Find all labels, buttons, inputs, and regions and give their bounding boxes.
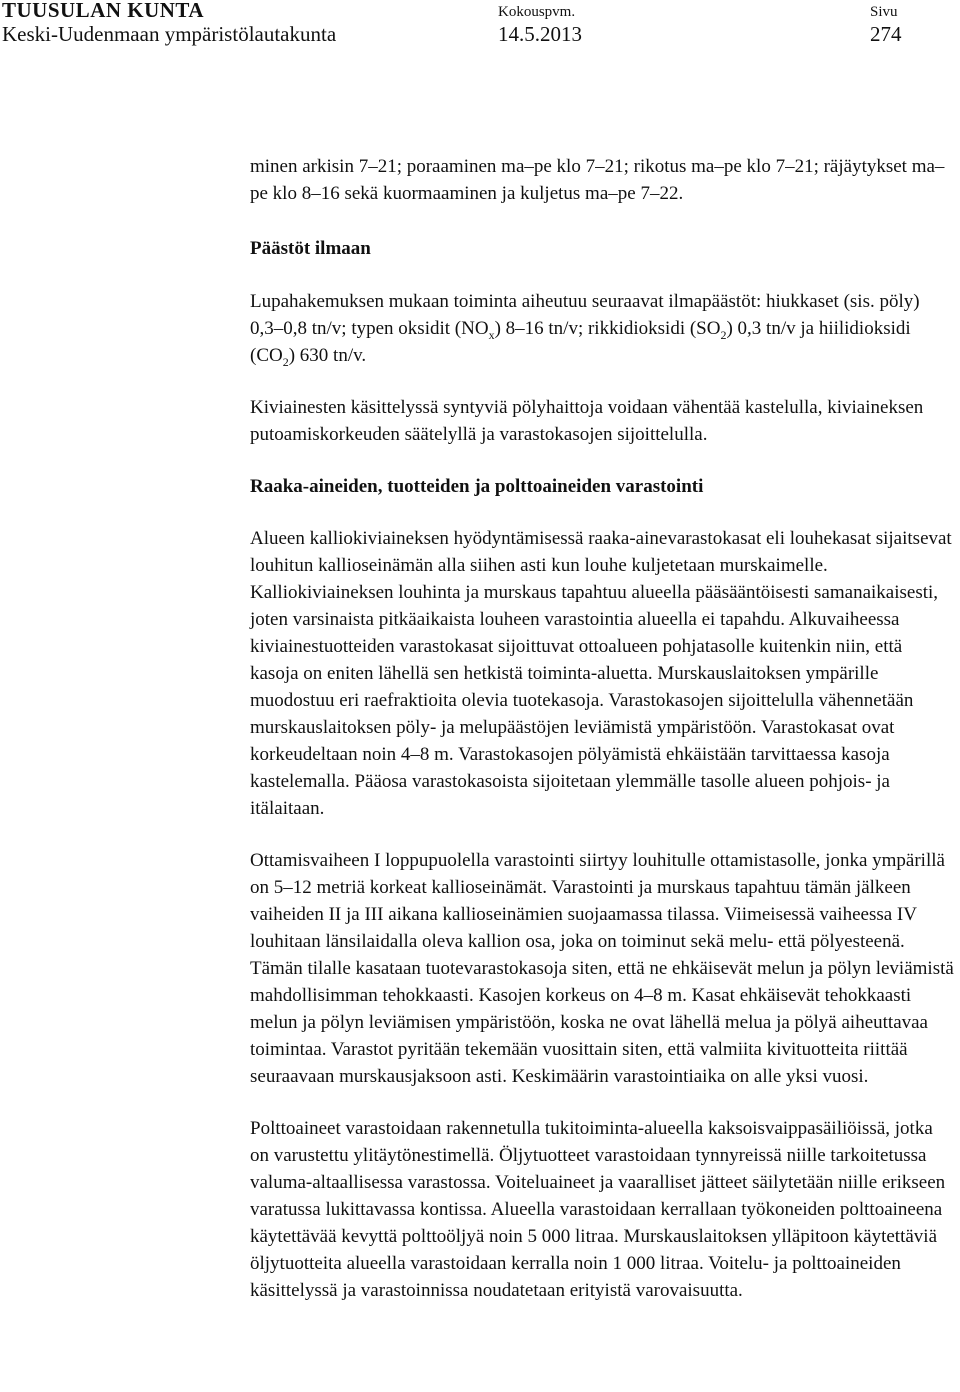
meeting-date-label: Kokouspvm. (498, 4, 576, 20)
page-label: Sivu (870, 4, 898, 20)
board-name: Keski-Uudenmaan ympäristölautakunta (2, 22, 337, 46)
paragraph-dust-control: Kiviainesten käsittelyssä syntyviä pölyhaittoja voidaan vähentää kastelulla, kiviaineksen putoamiskorkeuden säätelyllä ja varastokasojen sijoittelulla. (250, 397, 924, 445)
document-header (0, 0, 960, 50)
heading-storage: Raaka-aineiden, tuotteiden ja polttoaineiden varastointi (250, 476, 704, 497)
heading-air-emissions: Päästöt ilmaan (250, 238, 371, 259)
document-body (250, 153, 955, 1304)
paragraph-operating-hours: minen arkisin 7–21; poraaminen ma–pe klo 7–21; rikotus ma–pe klo 7–21; räjäytykset ma–pe klo 8–16 sekä kuormaaminen ja kuljetus ma–pe 7–22. (250, 156, 945, 204)
meeting-date: 14.5.2013 (498, 22, 582, 46)
page-number: 274 (870, 22, 902, 46)
paragraph-air-emissions: Lupahakemuksen mukaan toiminta aiheutuu seuraavat ilmapäästöt: hiukkaset (sis. pöly) 0,3–0,8 tn/v; typen oksidit $(NO_x)$ 8–16 tn/v; rikkidioksidi $(SO_2)$ 0,3 tn/v ja hiilidioksidi $(CO_2)$ 630 tn/v. (250, 291, 920, 369)
paragraph-storage-phases: Ottamisvaiheen I loppupuolella varastointi siirtyy louhitulle ottamistasolle, jonka ympärillä on 5–12 metriä korkeat kallioseinämät. Varastointi ja murskaus tapahtuu tämän jälkeen vaiheiden II ja III aikana kallioseinämien suojaamassa tilassa. Viimeisessä vaiheessa IV louhitaan länsilaidalla oleva kallion osa, joka on toiminut sekä melu- että pölyesteenä. Tämän tilalle kasataan tuotevarastokasoja siten, että ne ehkäisevät melun ja pölyn leviämistä mahdollisimman tehokkaasti. Kasojen korkeus on 4–8 m. Kasat ehkäisevät tehokkaasti melun ja pölyn leviämisen ympäristöön, koska ne ovat lähellä melua ja pölyä aiheuttavaa toimintaa. Varastot pyritään tekemään vuosittain siten, että valmiita kivituotteita riittää seuraavaan murskausjaksoon asti. Keskimäärin varastointiaika on alle yksi vuosi. (250, 850, 954, 1087)
paragraph-fuel-storage: Polttoaineet varastoidaan rakennetulla tukitoiminta-alueella kaksoisvaippasäiliöissä, jotka on varustettu ylitäytönestimellä. Öljytuotteet varastoidaan tynnyreissä niille tarkoitetussa valuma-altaallisessa varastossa. Voiteluaineet ja vaaralliset jätteet säilytetään niille erikseen varatussa lukittavassa kontissa. Alueella varastoidaan kerrallaan työkoneiden polttoaineena käytettävää kevyttä polttoöljyä noin 5 000 litraa. Murskauslaitoksen ylläpitoon käytettäviä öljytuotteita alueella varastoidaan kerralla noin 1 000 litraa. Voitelu- ja polttoaineiden käsittelyssä ja varastoinnissa noudatetaan erityistä varovaisuutta. (250, 1118, 946, 1301)
paragraph-raw-material-storage: Alueen kalliokiviaineksen hyödyntämisessä raaka-ainevarastokasat eli louhekasat sijaitsevat louhitun kallioseinämän alla siihen asti kun louhe kuljetetaan murskaimelle. Kalliokiviaineksen louhinta ja murskaus tapahtuu alueella pääsääntöisesti samanaikaisesti, joten varsinaista pitkäaikaista louheen varastointia alueella ei tapahdu. Alkuvaiheessa kiviainestuotteiden varastokasat sijoittuvat ottoalueen pohjatasolle kuitenkin niin, että kasoja on eniten lähellä sen hetkistä toiminta-aluetta. Murskauslaitoksen ympärille muodostuu eri raefraktioita olevia tuotekasoja. Varastokasojen sijoittelulla vähennetään murskauslaitoksen pöly- ja melupäästöjen leviämistä ympäristöön. Varastokasat ovat korkeudeltaan noin 4–8 m. Varastokasojen pölyämistä ehkäistään tarvittaessa kasoja kastelemalla. Pääosa varastokasoista sijoitetaan ylemmälle tasolle alueen pohjois- ja itälaitaan. (250, 528, 952, 819)
organization-name: TUUSULAN KUNTA (2, 0, 205, 22)
